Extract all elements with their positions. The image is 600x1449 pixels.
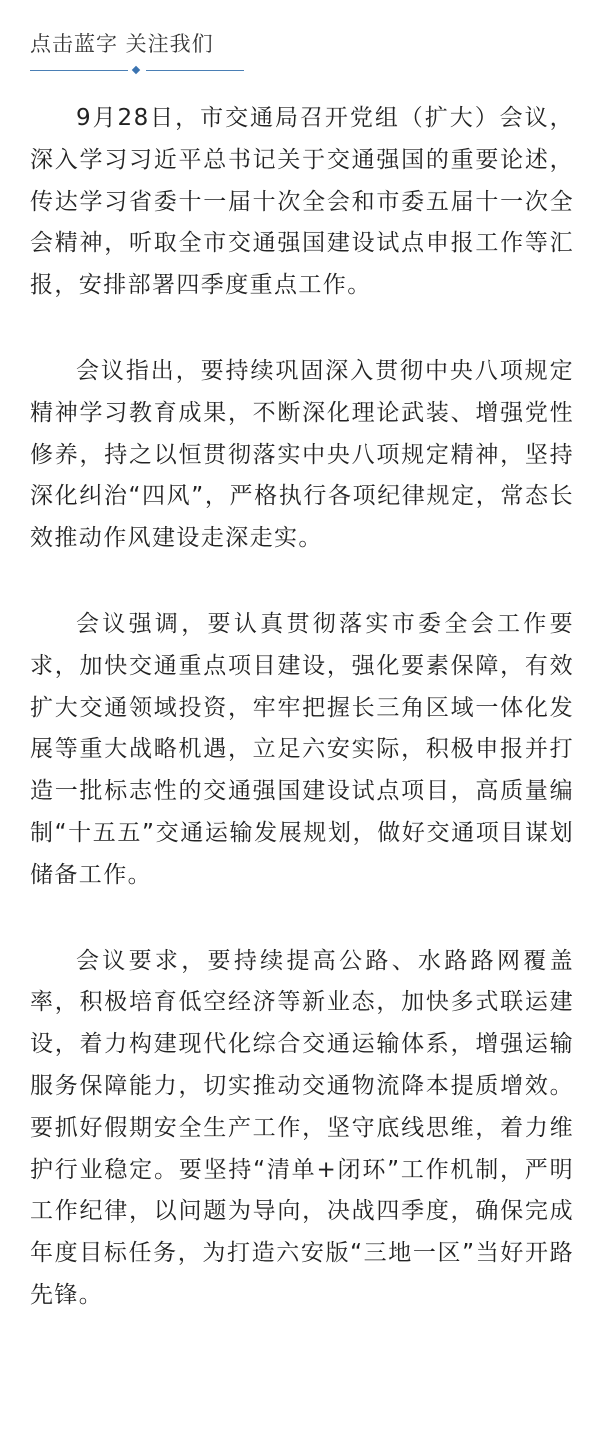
follow-banner[interactable] [30,28,244,78]
divider-line-left [30,70,128,71]
article-paragraph: 9月28日，市交通局召开党组（扩大）会议，深入学习习近平总书记关于交通强国的重要论述，传达学习省委十一届十次全会和市委五届十一次全会精神，听取全市交通强国建设试点申报工作等汇报，安排部署四季度重点工作。 [30,105,574,299]
article-body [30,98,574,1317]
article-paragraph: 会议强调，要认真贯彻落实市委全会工作要求，加快交通重点项目建设，强化要素保障，有效扩大交通领域投资，牢牢把握长三角区域一体化发展等重大战略机遇，立足六安实际，积极申报并打造一批标志性的交通强国建设试点项目，高质量编制“十五五”交通运输发展规划，做好交通项目谋划储备工作。 [30,610,574,888]
article-paragraph: 会议要求，要持续提高公路、水路路网覆盖率，积极培育低空经济等新业态，加快多式联运建设，着力构建现代化综合交通运输体系，增强运输服务保障能力，切实推动交通物流降本提质增效。要抓好假期安全生产工作，坚守底线思维，着力维护行业稳定。要坚持“清单+闭环”工作机制，严明工作纪律，以问题为导向，决战四季度，确保完成年度目标任务，为打造六安版“三地一区”当好开路先锋。 [30,947,574,1308]
article-paragraph: 会议指出，要持续巩固深入贯彻中央八项规定精神学习教育成果，不断深化理论武装、增强党性修养，持之以恒贯彻落实中央八项规定精神，坚持深化纠治“四风”，严格执行各项纪律规定，常态长效推动作风建设走深走实。 [30,357,574,552]
header-divider [30,66,244,76]
diamond-icon [132,66,140,74]
divider-line-right [146,70,244,71]
follow-text[interactable]: 点击蓝字 关注我们 [30,32,214,56]
